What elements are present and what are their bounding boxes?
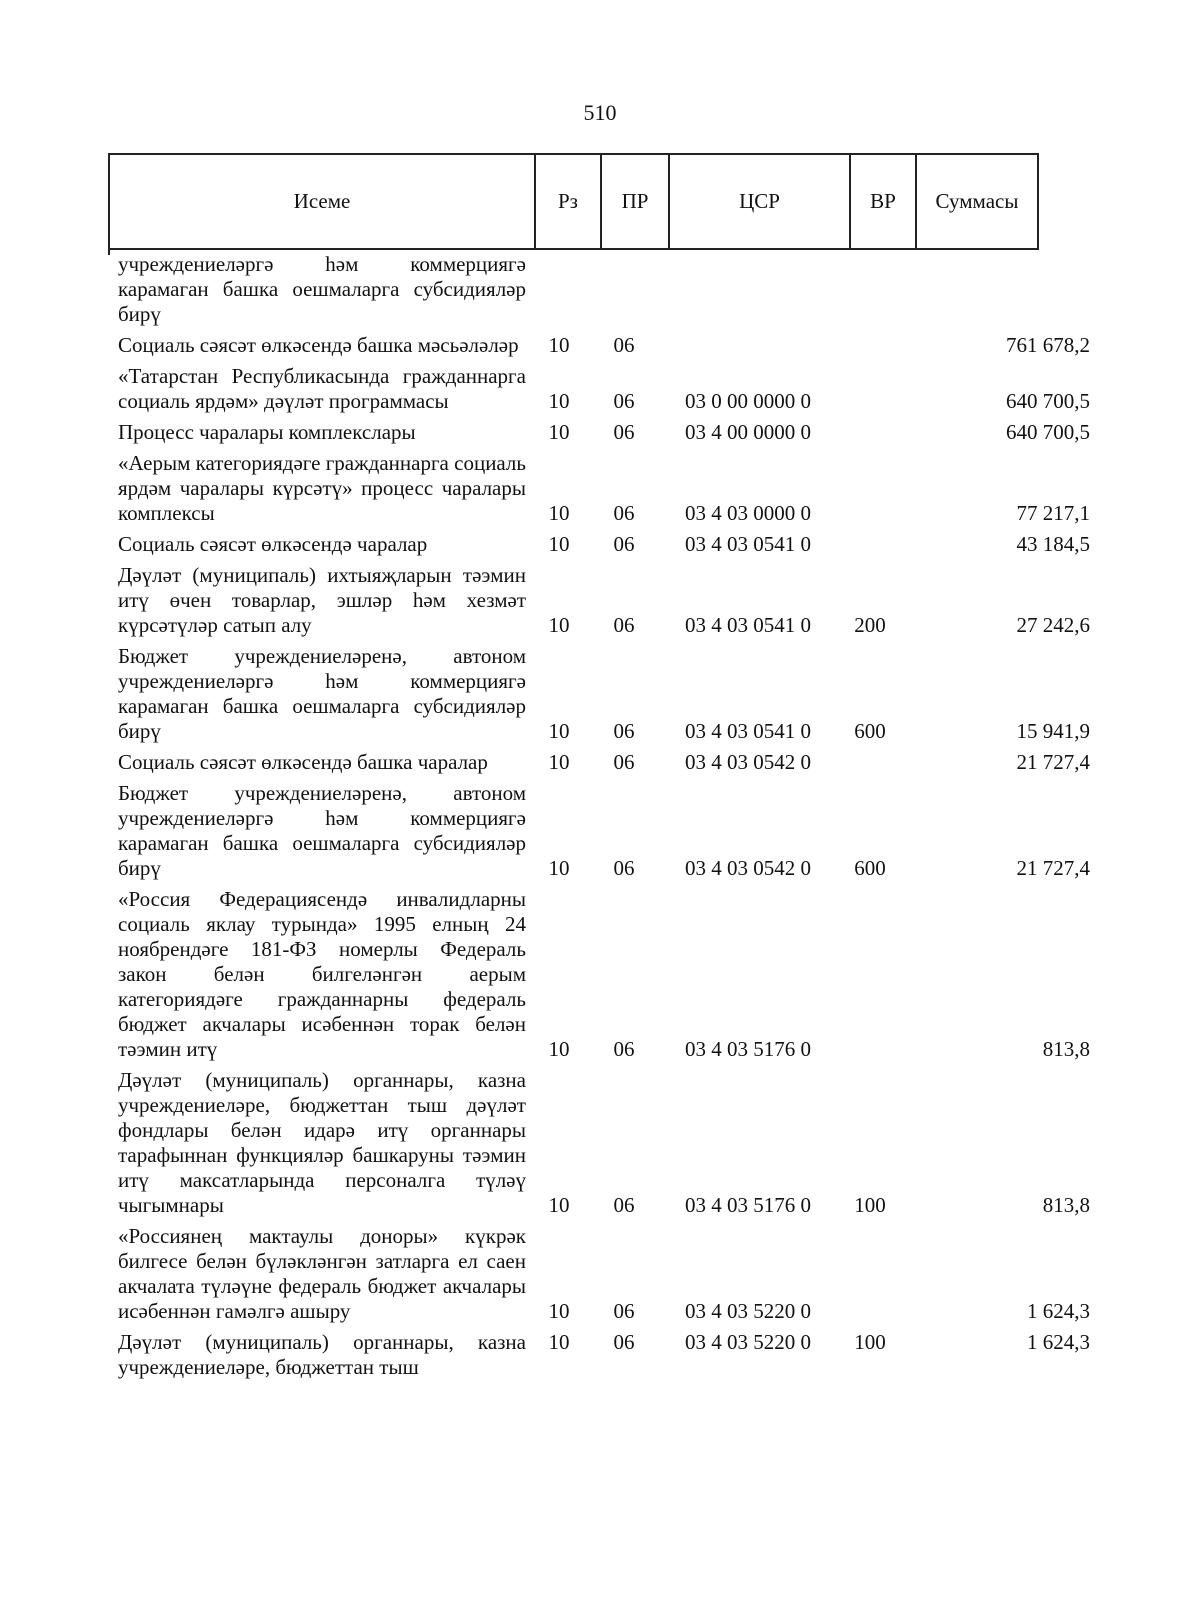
row-rz: 10 — [548, 389, 570, 413]
row-pr: 06 — [613, 1193, 635, 1217]
row-name: «Россия Федерациясендә инвалидларны социаль яклау турында» 1995 елның 24 ноябрендәге 181-ФЗ номерлы Федераль закон белән билгеләнгән аерым категориядәге гражданнарны федераль бюджет акчалары исәбеннән торак белән тәэмин итү — [118, 887, 526, 1061]
header-rz: Рз — [536, 155, 602, 248]
table-row — [0, 364, 1200, 414]
row-pr: 06 — [613, 1037, 635, 1061]
table-row — [0, 420, 1200, 445]
table-row — [0, 252, 1200, 327]
row-rz: 10 — [548, 613, 570, 637]
row-csr: 03 4 03 0541 0 — [685, 532, 811, 556]
row-sum: 21 727,4 — [1016, 856, 1090, 880]
row-sum: 15 941,9 — [1016, 719, 1090, 743]
row-pr: 06 — [613, 389, 635, 413]
row-csr: 03 4 00 0000 0 — [685, 420, 811, 444]
table-row — [0, 1068, 1200, 1218]
row-pr: 06 — [613, 501, 635, 525]
row-pr: 06 — [613, 1330, 635, 1354]
table-header — [108, 153, 1039, 250]
row-pr: 06 — [613, 420, 635, 444]
row-name: Дәүләт (муниципаль) ихтыяҗларын тәэмин итү өчен товарлар, эшләр һәм хезмәт күрсәтүләр сатып алу — [118, 563, 526, 637]
row-csr: 03 4 03 0542 0 — [685, 750, 811, 774]
row-pr: 06 — [613, 750, 635, 774]
table-row — [0, 750, 1200, 775]
row-rz: 10 — [548, 420, 570, 444]
row-name: Бюджет учреждениеләренә, автоном учреждениеләргә һәм коммерциягә карамаган башка оешмаларга субсидияләр бирү — [118, 781, 526, 880]
row-name: Дәүләт (муниципаль) органнары, казна учреждениеләре, бюджеттан тыш дәүләт фондлары белән идарә итү органнары тарафыннан функцияләр башкаруны тәэмин итү максатларында персоналга түләү чыгымнары — [118, 1068, 526, 1217]
row-sum: 77 217,1 — [1016, 501, 1090, 525]
row-csr: 03 4 03 0000 0 — [685, 501, 811, 525]
row-csr: 03 4 03 5176 0 — [685, 1037, 811, 1061]
row-vr: 100 — [854, 1330, 886, 1354]
header-vr: ВР — [851, 155, 917, 248]
row-rz: 10 — [548, 1193, 570, 1217]
row-name: Социаль сәясәт өлкәсендә башка мәсьәләләр — [118, 333, 519, 357]
table-row — [0, 1330, 1200, 1380]
header-pr: ПР — [602, 155, 670, 248]
row-rz: 10 — [548, 1299, 570, 1323]
row-vr: 600 — [854, 856, 886, 880]
row-sum: 813,8 — [1042, 1037, 1090, 1061]
row-vr: 600 — [854, 719, 886, 743]
row-name: «Аерым категориядәге гражданнарга социаль ярдәм чаралары күрсәтү» процесс чаралары комплексы — [118, 451, 526, 525]
row-vr: 100 — [854, 1193, 886, 1217]
row-rz: 10 — [548, 333, 570, 357]
table-row — [0, 781, 1200, 881]
row-csr: 03 4 03 5220 0 — [685, 1330, 811, 1354]
table-row — [0, 887, 1200, 1062]
row-csr: 03 0 00 0000 0 — [685, 389, 811, 413]
row-name: Бюджет учреждениеләренә, автоном учреждениеләргә һәм коммерциягә карамаган башка оешмаларга субсидияләр бирү — [118, 644, 526, 743]
row-pr: 06 — [613, 613, 635, 637]
row-rz: 10 — [548, 501, 570, 525]
row-name: учреждениеләргә һәм коммерциягә карамаган башка оешмаларга субсидияләр бирү — [118, 252, 526, 326]
row-rz: 10 — [548, 1037, 570, 1061]
row-csr: 03 4 03 0541 0 — [685, 613, 811, 637]
table-row — [0, 333, 1200, 358]
page-number: 510 — [583, 100, 617, 125]
row-pr: 06 — [613, 856, 635, 880]
row-sum: 761 678,2 — [1006, 333, 1090, 357]
table-row — [0, 532, 1200, 557]
header-csr: ЦСР — [670, 155, 851, 248]
row-sum: 813,8 — [1042, 1193, 1090, 1217]
row-csr: 03 4 03 5220 0 — [685, 1299, 811, 1323]
row-rz: 10 — [548, 1330, 570, 1354]
row-name: «Россиянең мактаулы доноры» күкрәк билгесе белән бүләкләнгән затларга ел саен акчалата түләүне федераль бюджет акчалары исәбеннән гамәлгә ашыру — [118, 1224, 526, 1323]
table-row — [0, 563, 1200, 638]
row-pr: 06 — [613, 719, 635, 743]
header-name: Исеме — [110, 155, 536, 248]
table-body — [0, 252, 1200, 1386]
row-sum: 21 727,4 — [1016, 750, 1090, 774]
row-name: Социаль сәясәт өлкәсендә башка чаралар — [118, 750, 488, 774]
row-sum: 27 242,6 — [1016, 613, 1090, 637]
row-rz: 10 — [548, 856, 570, 880]
table-row — [0, 451, 1200, 526]
row-rz: 10 — [548, 719, 570, 743]
row-sum: 640 700,5 — [1006, 420, 1090, 444]
row-pr: 06 — [613, 1299, 635, 1323]
row-name: Процесс чаралары комплекслары — [118, 420, 416, 444]
row-name: Социаль сәясәт өлкәсендә чаралар — [118, 532, 428, 556]
row-sum: 1 624,3 — [1027, 1330, 1090, 1354]
row-name: Дәүләт (муниципаль) органнары, казна учреждениеләре, бюджеттан тыш — [118, 1330, 526, 1379]
row-csr: 03 4 03 0541 0 — [685, 719, 811, 743]
row-name: «Татарстан Республикасында гражданнарга социаль ярдәм» дәүләт программасы — [118, 364, 526, 413]
row-pr: 06 — [613, 333, 635, 357]
row-vr: 200 — [854, 613, 886, 637]
row-csr: 03 4 03 5176 0 — [685, 1193, 811, 1217]
table-row — [0, 644, 1200, 744]
table-row — [0, 1224, 1200, 1324]
row-sum: 640 700,5 — [1006, 389, 1090, 413]
row-csr: 03 4 03 0542 0 — [685, 856, 811, 880]
row-rz: 10 — [548, 532, 570, 556]
row-rz: 10 — [548, 750, 570, 774]
header-sum: Суммасы — [935, 189, 1019, 213]
row-sum: 1 624,3 — [1027, 1299, 1090, 1323]
row-sum: 43 184,5 — [1016, 532, 1090, 556]
row-pr: 06 — [613, 532, 635, 556]
